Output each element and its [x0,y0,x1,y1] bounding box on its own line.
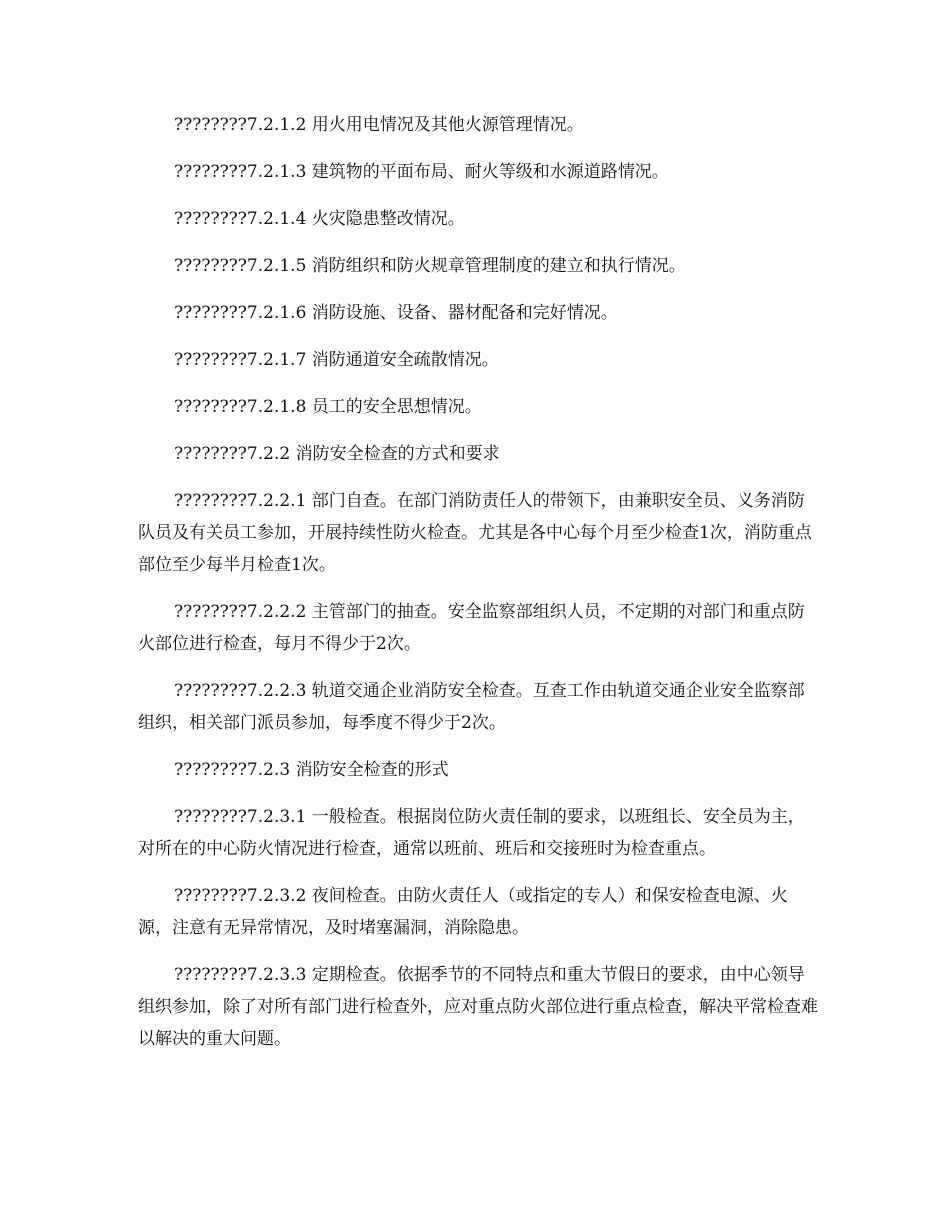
paragraph-7-2-2-2: ????????7.2.2.2 主管部门的抽查。安全监察部组织人员，不定期的对部门和重点防火部位进行检查，每月不得少于2次。 [138,602,805,654]
paragraph-gap [138,376,818,391]
paragraph-gap [138,329,818,344]
paragraph-gap [138,739,818,754]
paragraph-7-2-1-5: ????????7.2.1.5 消防组织和防火规章管理制度的建立和执行情况。 [174,256,686,276]
paragraph-gap [138,188,818,203]
paragraph-7-2-1-4: ????????7.2.1.4 火灾隐患整改情况。 [174,209,465,229]
paragraph-gap [138,944,818,959]
paragraph-7-2-2-3: ????????7.2.2.3 轨道交通企业消防安全检查。互查工作由轨道交通企业安全监察部组织，相关部门派员参加，每季度不得少于2次。 [138,681,805,733]
paragraph-gap [138,581,818,596]
document-body [138,109,818,1055]
section-heading-7-2-2: ????????7.2.2 消防安全检查的方式和要求 [174,444,500,464]
paragraph-7-2-2-1: ????????7.2.2.1 部门自查。在部门消防责任人的带领下，由兼职安全员、义务消防队员及有关员工参加，开展持续性防火检查。尤其是各中心每个月至少检查1次，消防重点部位至少每半月检查1次。 [138,491,812,575]
paragraph-7-2-1-7: ????????7.2.1.7 消防通道安全疏散情况。 [174,350,499,370]
paragraph-7-2-3-2: ????????7.2.3.2 夜间检查。由防火责任人（或指定的专人）和保安检查电源、火源，注意有无异常情况，及时堵塞漏洞，消除隐患。 [138,886,788,938]
paragraph-gap [138,282,818,297]
paragraph-7-2-1-8: ????????7.2.1.8 员工的安全思想情况。 [174,397,482,417]
section-heading-7-2-3: ????????7.2.3 消防安全检查的形式 [174,760,449,780]
paragraph-gap [138,235,818,250]
paragraph-gap [138,865,818,880]
paragraph-7-2-1-3: ????????7.2.1.3 建筑物的平面布局、耐火等级和水源道路情况。 [174,162,669,182]
paragraph-7-2-1-6: ????????7.2.1.6 消防设施、设备、器材配备和完好情况。 [174,303,618,323]
paragraph-gap [138,786,818,801]
paragraph-7-2-3-1: ????????7.2.3.1 一般检查。根据岗位防火责任制的要求，以班组长、安全员为主，对所在的中心防火情况进行检查，通常以班前、班后和交接班时为检查重点。 [138,807,805,859]
paragraph-gap [138,141,818,156]
paragraph-gap [138,470,818,485]
paragraph-gap [138,423,818,438]
paragraph-7-2-3-3: ????????7.2.3.3 定期检查。依据季节的不同特点和重大节假日的要求，由中心领导组织参加，除了对所有部门进行检查外，应对重点防火部位进行重点检查，解决平常检查难以解决的重大问题。 [138,965,818,1049]
paragraph-7-2-1-2: ????????7.2.1.2 用火用电情况及其他火源管理情况。 [174,115,584,135]
paragraph-gap [138,660,818,675]
